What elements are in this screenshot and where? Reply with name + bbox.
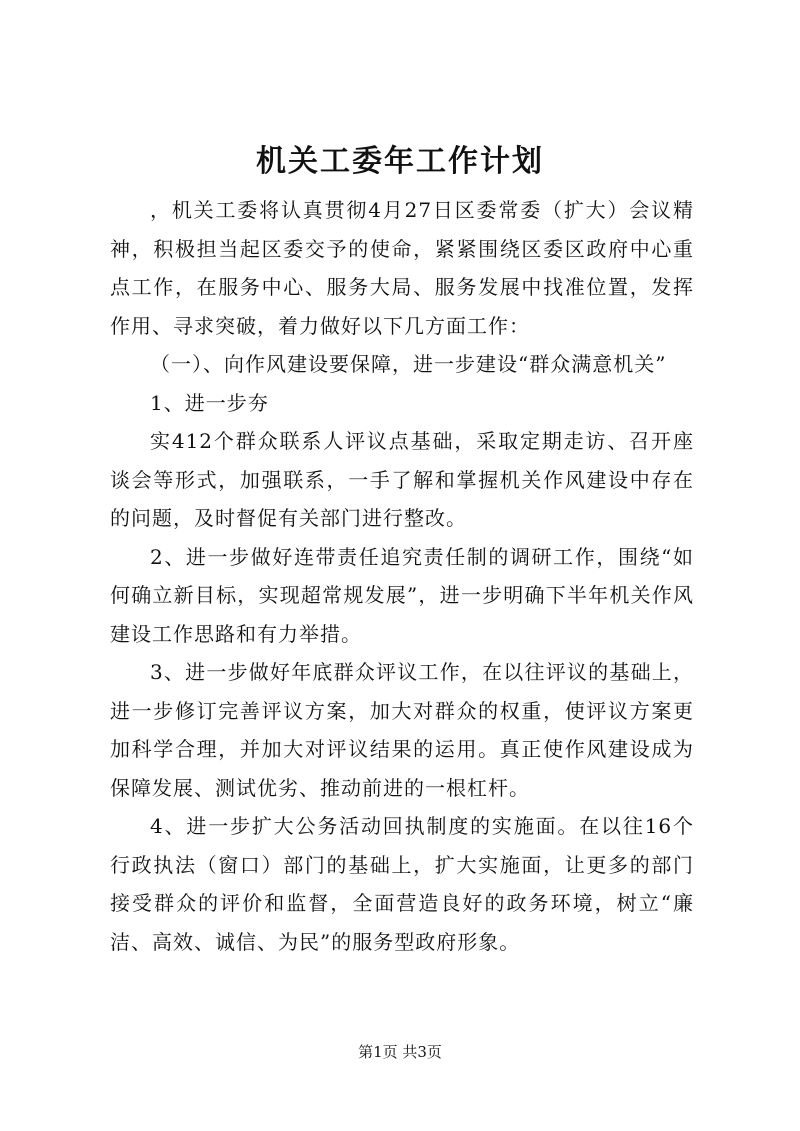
body-paragraph: 4、进一步扩大公务活动回执制度的实施面。在以往16个行政执法（窗口）部门的基础上，扩大实施面，让更多的部门接受群众的评价和监督，全面营造良好的政务环境，树立“廉洁、高效、诚信、为民”的服务型政府形象。 xyxy=(110,814,694,954)
item-heading: 1、进一步夯 xyxy=(150,390,269,415)
page-number-footer: 第1页 共3页 xyxy=(358,1043,442,1061)
body-paragraph: 实412个群众联系人评议点基础，采取定期走访、召开座谈会等形式，加强联系，一手了解和掌握机关作风建设中存在的问题，及时督促有关部门进行整改。 xyxy=(110,429,694,530)
document-title: 机关工委年工作计划 xyxy=(256,144,544,179)
body-paragraph: 2、进一步做好连带责任追究责任制的调研工作，围绕“如何确立新目标，实现超常规发展”，进一步明确下半年机关作风建设工作思路和有力举措。 xyxy=(110,544,694,646)
section-heading: （一）、向作风建设要保障，进一步建设“群众满意机关” xyxy=(150,352,667,376)
intro-paragraph: ，机关工委将认真贯彻4月27日区委常委（扩大）会议精神，积极担当起区委交予的使命，紧紧围绕区委区政府中心重点工作，在服务中心、服务大局、服务发展中找准位置，发挥作用、寻求突破，着力做好以下几方面工作： xyxy=(110,198,694,338)
document-body xyxy=(110,191,694,961)
body-paragraph: 3、进一步做好年底群众评议工作，在以往评议的基础上，进一步修订完善评议方案，加大对群众的权重，使评议方案更加科学合理，并加大对评议结果的运用。真正使作风建设成为保障发展、测试优劣、推动前进的一根杠杆。 xyxy=(110,660,694,800)
